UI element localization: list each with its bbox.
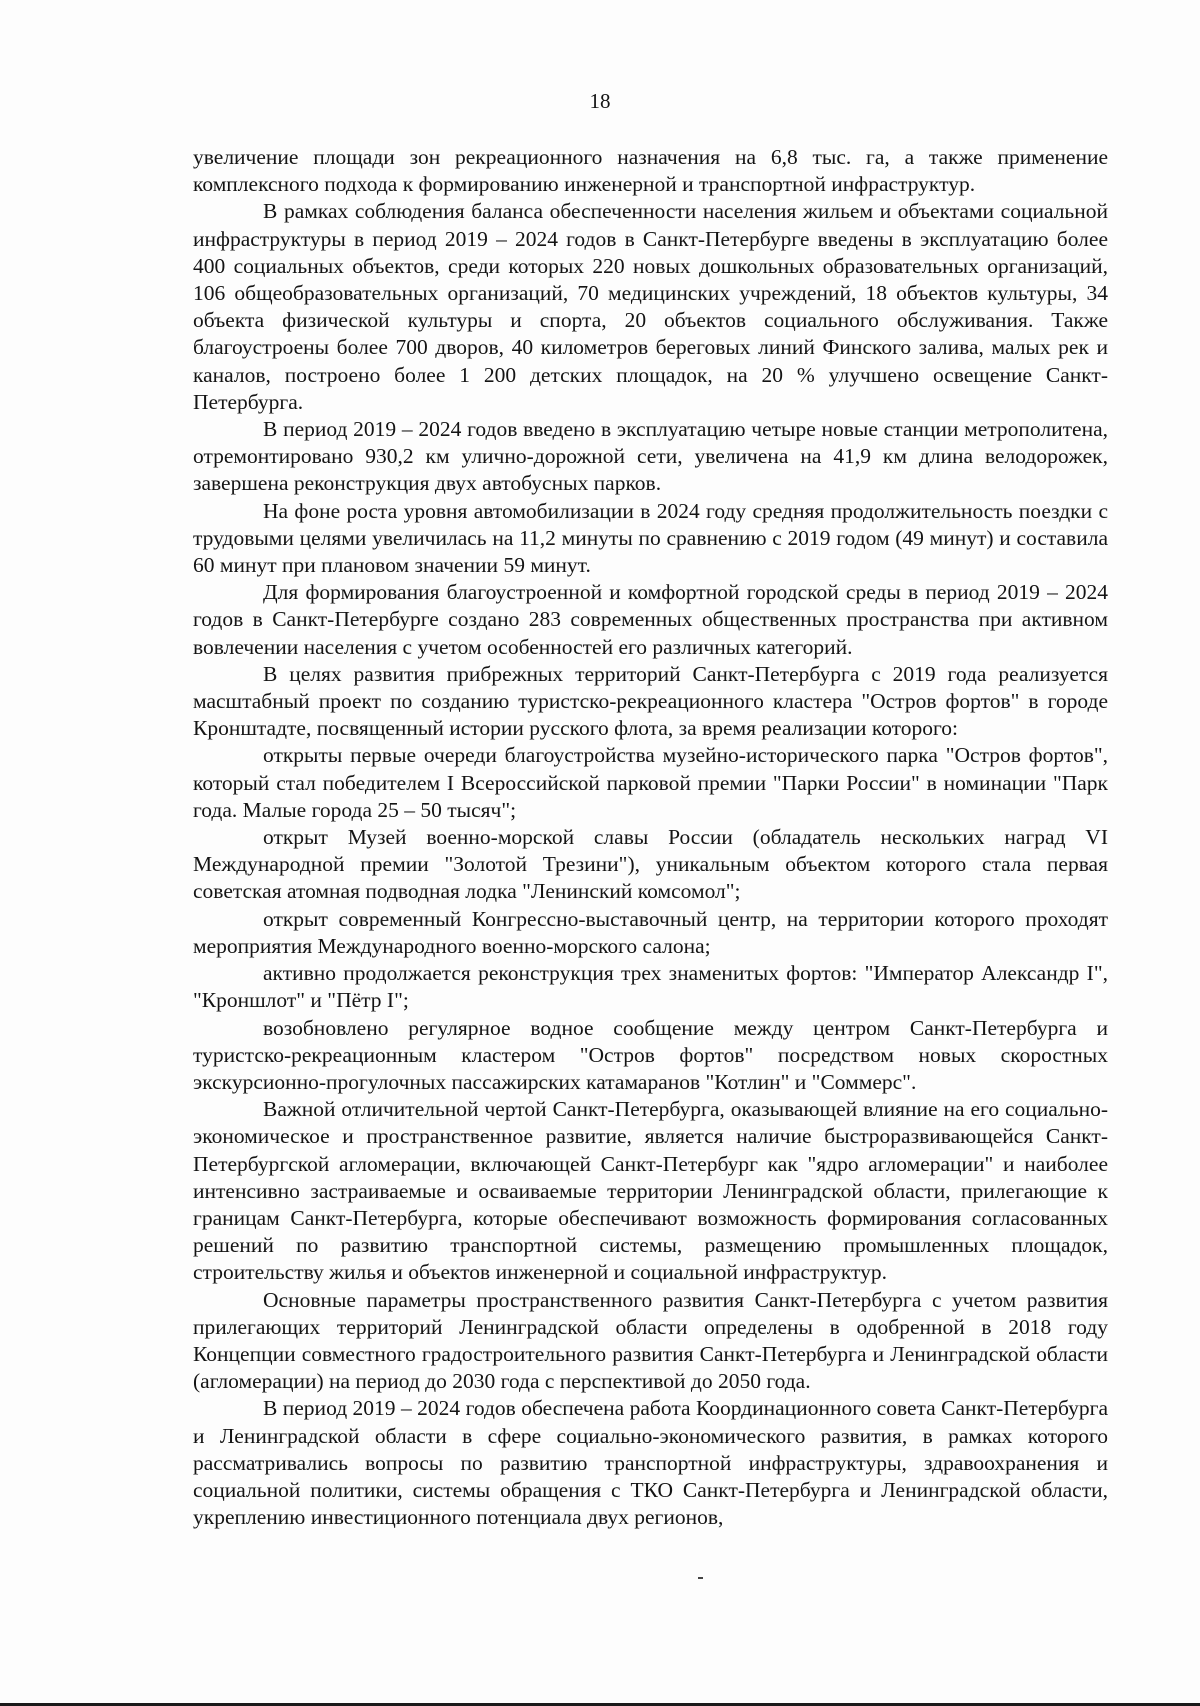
paragraph: увеличение площади зон рекреационного назначения на 6,8 тыс. га, а также применение комплексного подхода к формированию инженерной и транспортной инфраструктур. — [193, 145, 1108, 197]
paragraph: Важной отличительной чертой Санкт-Петербурга, оказывающей влияние на его социально-экономическое и пространственное развитие, является наличие быстроразвивающейся Санкт-Петербургской агломерации, включающей Санкт-Петербург как "ядро агломерации" и наиболее интенсивно застраиваемые и осваиваемые территории Ленинградской области, прилегающие к границам Санкт-Петербурга, которые обеспечивают возможность формирования согласованных решений по развитию транспортной системы, размещению промышленных площадок, строительству жилья и объектов инженерной и социальной инфраструктур. — [193, 1097, 1108, 1285]
paragraph: На фоне роста уровня автомобилизации в 2024 году средняя продолжительность поездки с трудовыми целями увеличилась на 11,2 минуты по сравнению с 2019 годом (49 минут) и составила 60 минут при плановом значении 59 минут. — [193, 498, 1108, 578]
list-item-paragraph: открыт современный Конгрессно-выставочный центр, на территории которого проходят мероприятия Международного военно-морского салона; — [193, 906, 1108, 958]
paragraph: В рамках соблюдения баланса обеспеченности населения жильем и объектами социальной инфраструктуры в период 2019 – 2024 годов в Санкт-Петербурге введены в эксплуатацию более 400 социальных объектов, среди которых 220 новых дошкольных образовательных организаций, 106 общеобразовательных организаций, 70 медицинских учреждений, 18 объектов культуры, 34 объекта физической культуры и спорта, 20 объектов социального обслуживания. Также благоустроены более 700 дворов, 40 километров береговых линий Финского залива, малых рек и каналов, построено более 1 200 детских площадок, на 20 % улучшено освещение Санкт-Петербурга. — [193, 199, 1108, 414]
document-body — [193, 144, 1108, 1531]
list-item-paragraph: активно продолжается реконструкция трех знаменитых фортов: "Император Александр I", "Кроншлот" и "Пётр I"; — [193, 961, 1108, 1013]
scan-speck — [698, 1577, 703, 1579]
page-number: 18 — [589, 89, 611, 113]
list-item-paragraph: открыты первые очереди благоустройства музейно-исторического парка "Остров фортов", который стал победителем I Всероссийской парковой премии "Парки России" в номинации "Парк года. Малые города 25 – 50 тысяч"; — [193, 743, 1108, 822]
paragraph: В целях развития прибрежных территорий Санкт-Петербурга с 2019 года реализуется масштабный проект по созданию туристско-рекреационного кластера "Остров фортов" в городе Кронштадте, посвященный истории русского флота, за время реализации которого: — [193, 661, 1108, 741]
list-item-paragraph: возобновлено регулярное водное сообщение между центром Санкт-Петербурга и туристско-рекреационным кластером "Остров фортов" посредством новых скоростных экскурсионно-прогулочных пассажирских катамаранов "Котлин" и "Соммерс". — [193, 1015, 1108, 1094]
paragraph: Основные параметры пространственного развития Санкт-Петербурга с учетом развития прилегающих территорий Ленинградской области определены в одобренной в 2018 году Концепции совместного градостроительного развития Санкт-Петербурга и Ленинградской области (агломерации) на период до 2030 года с перспективой до 2050 года. — [193, 1287, 1108, 1394]
paragraph: В период 2019 – 2024 годов обеспечена работа Координационного совета Санкт-Петербурга и Ленинградской области в сфере социально-экономического развития, в рамках которого рассматривались вопросы по развитию транспортной инфраструктуры, здравоохранения и социальной политики, системы обращения с ТКО Санкт-Петербурга и Ленинградской области, укреплению инвестиционного потенциала двух регионов, — [193, 1396, 1108, 1530]
paragraph: В период 2019 – 2024 годов введено в эксплуатацию четыре новые станции метрополитена, отремонтировано 930,2 км улично-дорожной сети, увеличена на 41,9 км длина велодорожек, завершена реконструкция двух автобусных парков. — [193, 417, 1108, 496]
list-item-paragraph: открыт Музей военно-морской славы России (обладатель нескольких наград VI Международной премии "Золотой Трезини"), уникальным объектом которого стала первая советская атомная подводная лодка "Ленинский комсомол"; — [193, 825, 1108, 904]
paragraph: Для формирования благоустроенной и комфортной городской среды в период 2019 – 2024 годов в Санкт-Петербурге создано 283 современных общественных пространства при активном вовлечении населения с учетом особенностей его различных категорий. — [193, 580, 1108, 659]
